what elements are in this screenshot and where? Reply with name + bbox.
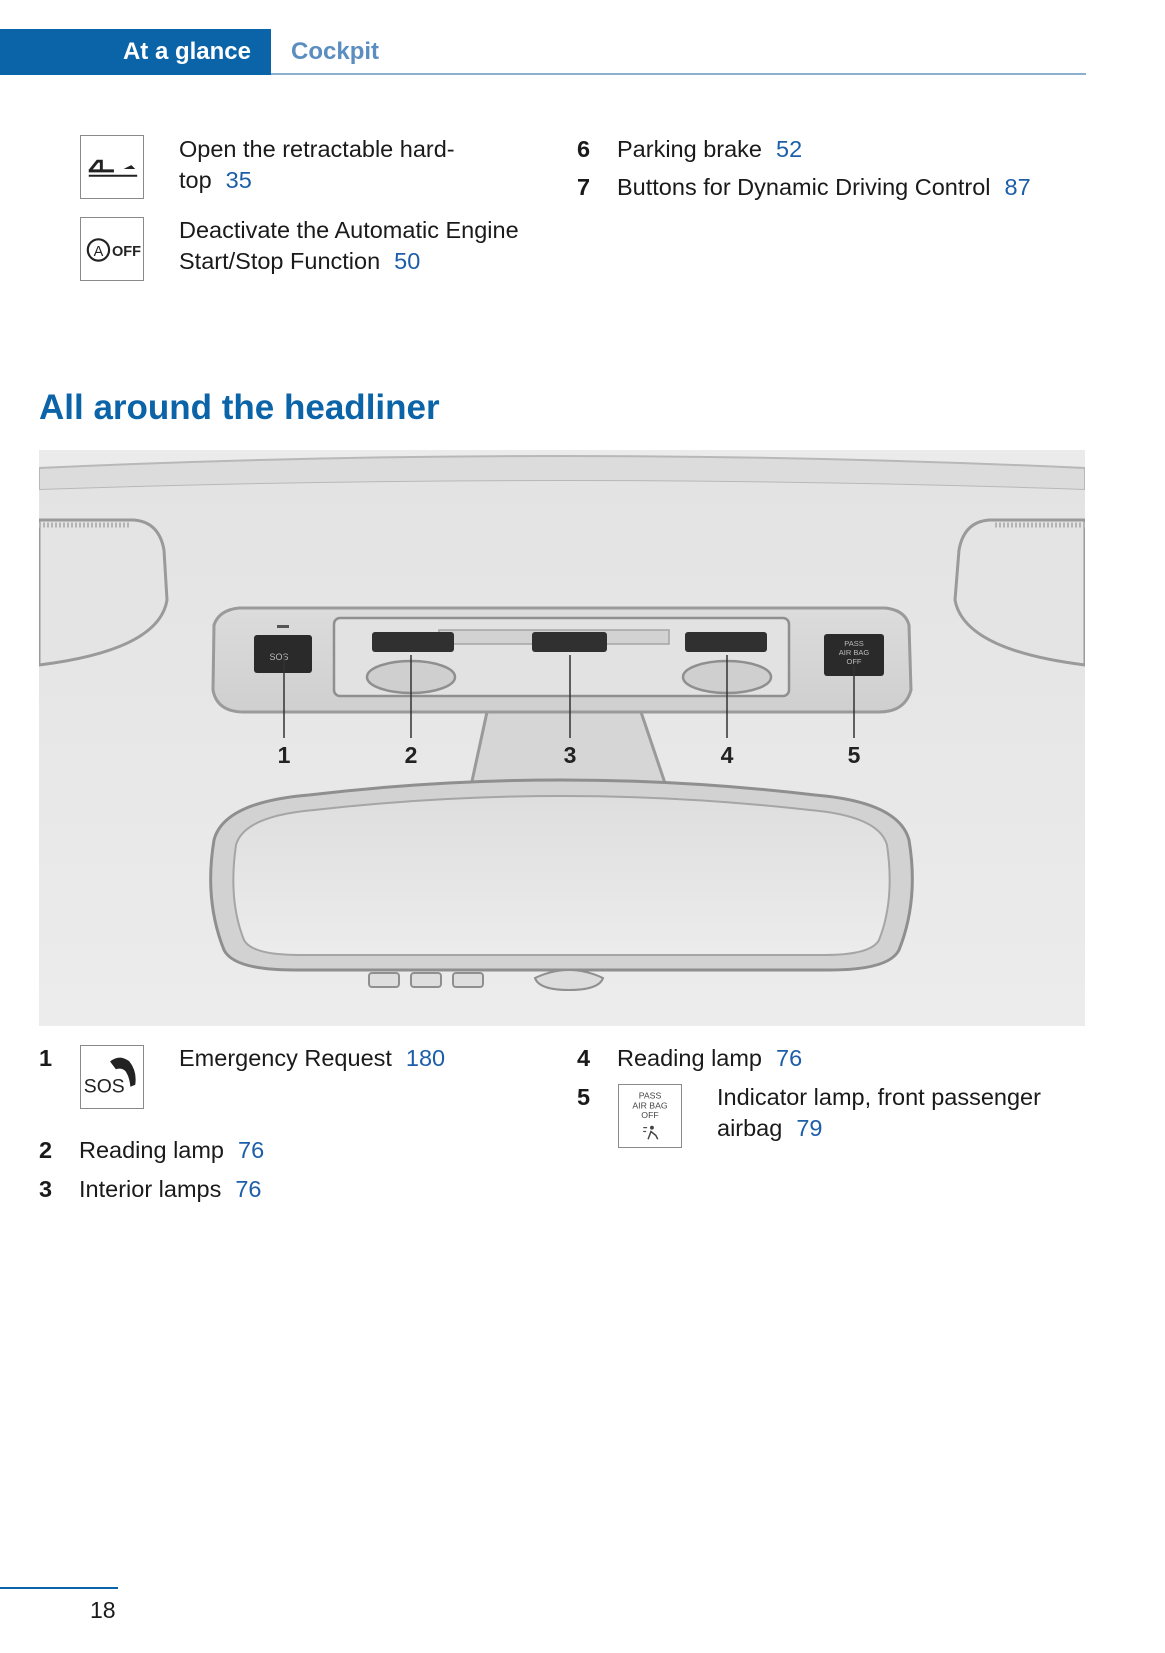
reading-lamp-left-text: Reading lamp: [79, 1137, 225, 1163]
page-number: 18: [90, 1597, 116, 1623]
ddc-buttons-page-ref[interactable]: 87: [1004, 174, 1031, 200]
reading-lamp-left-item: [79, 1135, 264, 1166]
legend-number-2: 2: [39, 1137, 53, 1163]
airbag-panel-label-1: PASS: [844, 639, 864, 648]
headliner-illustration: [39, 450, 1085, 1026]
hardtop-page-ref[interactable]: 35: [225, 167, 252, 193]
chapter-tab-label: Cockpit: [291, 38, 380, 65]
section-tab-label: At a glance: [122, 38, 251, 65]
airbag-icon-label-3: OFF: [641, 1109, 659, 1120]
auto-start-stop-page-ref[interactable]: 50: [394, 248, 421, 274]
auto-start-stop-off-icon: [80, 217, 144, 281]
sos-icon: [80, 1045, 144, 1109]
ddc-buttons-text: Buttons for Dynamic Driving Control: [617, 174, 991, 200]
emergency-request-text: Emergency Request: [179, 1045, 392, 1071]
interior-lamps-item: [79, 1174, 262, 1205]
sos-icon-label: SOS: [83, 1075, 125, 1098]
retractable-hardtop-icon: [80, 135, 144, 199]
callout-1: 1: [277, 742, 291, 768]
auto-off-icon-label: OFF: [112, 243, 142, 260]
emergency-request-item: [179, 1043, 445, 1074]
auto-start-stop-item-text: [179, 215, 519, 277]
header-rule: [271, 73, 1086, 75]
item-number-7: 7: [577, 174, 591, 200]
callout-5: 5: [847, 742, 861, 768]
ddc-buttons-item: [617, 172, 1031, 203]
chapter-tab-cockpit[interactable]: [291, 29, 379, 75]
reading-lamp-right-text: Reading lamp: [617, 1045, 763, 1071]
section-tab-at-a-glance[interactable]: [0, 29, 271, 75]
sos-button-label: SOS: [269, 652, 289, 662]
hardtop-line1: Open the retractable hard-: [179, 136, 455, 162]
airbag-indicator-page-ref[interactable]: 79: [796, 1115, 823, 1141]
airbag-indicator-line1: Indicator lamp, front passenger: [717, 1084, 1041, 1110]
svg-text:A: A: [93, 243, 104, 260]
airbag-panel-label-3: OFF: [846, 657, 862, 666]
airbag-indicator-item: [717, 1082, 1041, 1144]
reading-lamp-right-item: [617, 1043, 802, 1074]
reading-lamp-left-page-ref[interactable]: 76: [238, 1137, 265, 1163]
reading-lamp-right-page-ref[interactable]: 76: [776, 1045, 803, 1071]
parking-brake-page-ref[interactable]: 52: [776, 136, 803, 162]
legend-number-3: 3: [39, 1176, 53, 1202]
callout-2: 2: [404, 742, 418, 768]
airbag-panel-label-2: AIR BAG: [838, 648, 870, 657]
section-heading: All around the headliner: [39, 388, 440, 427]
airbag-icon-label-1: PASS: [638, 1090, 662, 1101]
auto-start-stop-line2: Start/Stop Function: [179, 248, 381, 274]
item-number-6: 6: [577, 136, 591, 162]
airbag-indicator-line2: airbag: [717, 1115, 783, 1141]
callout-4: 4: [720, 742, 734, 768]
hardtop-line2: top: [179, 167, 212, 193]
legend-number-5: 5: [577, 1084, 591, 1110]
emergency-request-page-ref[interactable]: 180: [405, 1045, 446, 1071]
legend-number-1: 1: [39, 1045, 53, 1071]
legend-number-4: 4: [577, 1045, 591, 1071]
hardtop-item-text: [179, 134, 455, 196]
interior-lamps-page-ref[interactable]: 76: [235, 1176, 262, 1202]
parking-brake-text: Parking brake: [617, 136, 762, 162]
airbag-icon-label-2: AIR BAG: [632, 1100, 668, 1111]
callout-3: 3: [563, 742, 577, 768]
interior-lamps-text: Interior lamps: [79, 1176, 222, 1202]
auto-start-stop-line1: Deactivate the Automatic Engine: [179, 217, 519, 243]
footer-rule: [0, 1587, 118, 1589]
passenger-airbag-off-icon: [618, 1084, 682, 1148]
parking-brake-item: [617, 134, 802, 165]
